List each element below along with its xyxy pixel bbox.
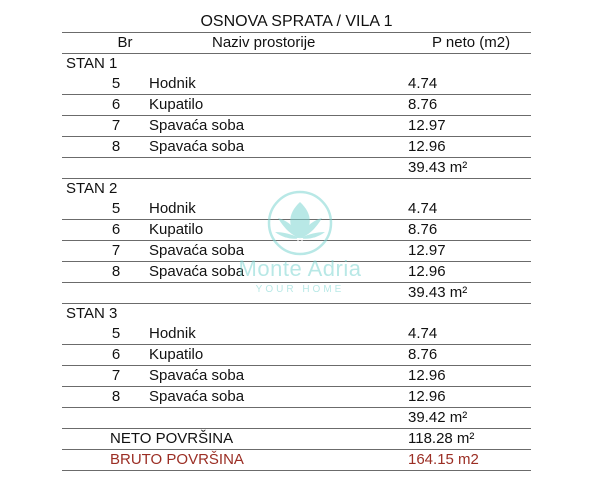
room-name: Kupatilo	[149, 96, 204, 113]
neto-label: NETO POVRŠINA	[110, 430, 234, 447]
room-area: 8.76	[408, 346, 438, 363]
room-area: 12.96	[408, 263, 446, 280]
bruto-value: 164.15 m2	[408, 451, 479, 468]
floor-area-table	[62, 12, 531, 471]
unit-total-row	[62, 283, 531, 304]
room-name: Hodnik	[149, 75, 196, 92]
room-name: Spavaća soba	[149, 263, 245, 280]
room-number: 5	[111, 200, 121, 217]
room-number: 7	[111, 367, 121, 384]
room-number: 5	[111, 75, 121, 92]
room-area: 12.97	[408, 117, 446, 134]
room-area: 12.96	[408, 367, 446, 384]
room-area: 12.96	[408, 138, 446, 155]
room-number: 7	[111, 242, 121, 259]
neto-total-row	[62, 429, 531, 450]
unit-total-row	[62, 408, 531, 429]
table-row	[62, 74, 531, 95]
unit-label-row	[62, 179, 531, 199]
header-br: Br	[117, 34, 133, 51]
unit-total: 39.42 m²	[408, 409, 468, 426]
unit-label: STAN 1	[66, 55, 118, 72]
bruto-label: BRUTO POVRŠINA	[110, 451, 244, 468]
unit-label: STAN 3	[66, 305, 118, 322]
room-number: 8	[111, 388, 121, 405]
room-area: 8.76	[408, 221, 438, 238]
room-number: 6	[111, 96, 121, 113]
table-row	[62, 116, 531, 137]
room-area: 4.74	[408, 200, 438, 217]
room-number: 8	[111, 138, 121, 155]
room-name: Kupatilo	[149, 346, 204, 363]
table-row	[62, 199, 531, 220]
unit-total: 39.43 m²	[408, 284, 468, 301]
room-name: Spavaća soba	[149, 242, 245, 259]
room-area: 8.76	[408, 96, 438, 113]
table-row	[62, 324, 531, 345]
room-area: 4.74	[408, 325, 438, 342]
table-row	[62, 137, 531, 158]
table-row	[62, 262, 531, 283]
table-title-row	[62, 12, 531, 33]
table-header-row	[62, 33, 531, 54]
room-number: 8	[111, 263, 121, 280]
header-room-name: Naziv prostorije	[212, 34, 316, 51]
bruto-total-row	[62, 450, 531, 471]
table-row	[62, 241, 531, 262]
header-net-area: P neto (m2)	[432, 34, 511, 51]
room-number: 5	[111, 325, 121, 342]
unit-label-row	[62, 54, 531, 74]
room-area: 12.97	[408, 242, 446, 259]
room-area: 12.96	[408, 388, 446, 405]
room-number: 6	[111, 346, 121, 363]
room-number: 7	[111, 117, 121, 134]
neto-value: 118.28 m²	[408, 430, 475, 447]
unit-label-row	[62, 304, 531, 324]
unit-label: STAN 2	[66, 180, 118, 197]
watermark-tagline: YOUR HOME	[255, 284, 345, 295]
unit-total-row	[62, 158, 531, 179]
table-row	[62, 387, 531, 408]
room-name: Hodnik	[149, 200, 196, 217]
room-name: Spavaća soba	[149, 117, 245, 134]
table-row	[62, 220, 531, 241]
room-number: 6	[111, 221, 121, 238]
room-name: Spavaća soba	[149, 388, 245, 405]
table-row	[62, 345, 531, 366]
watermark-brand: Monte Adria	[238, 256, 362, 281]
table-row	[62, 95, 531, 116]
room-name: Spavaća soba	[149, 138, 245, 155]
unit-total: 39.43 m²	[408, 159, 468, 176]
room-name: Kupatilo	[149, 221, 204, 238]
table-title: OSNOVA SPRATA / VILA 1	[200, 13, 393, 30]
room-area: 4.74	[408, 75, 438, 92]
room-name: Hodnik	[149, 325, 196, 342]
table-row	[62, 366, 531, 387]
room-name: Spavaća soba	[149, 367, 245, 384]
